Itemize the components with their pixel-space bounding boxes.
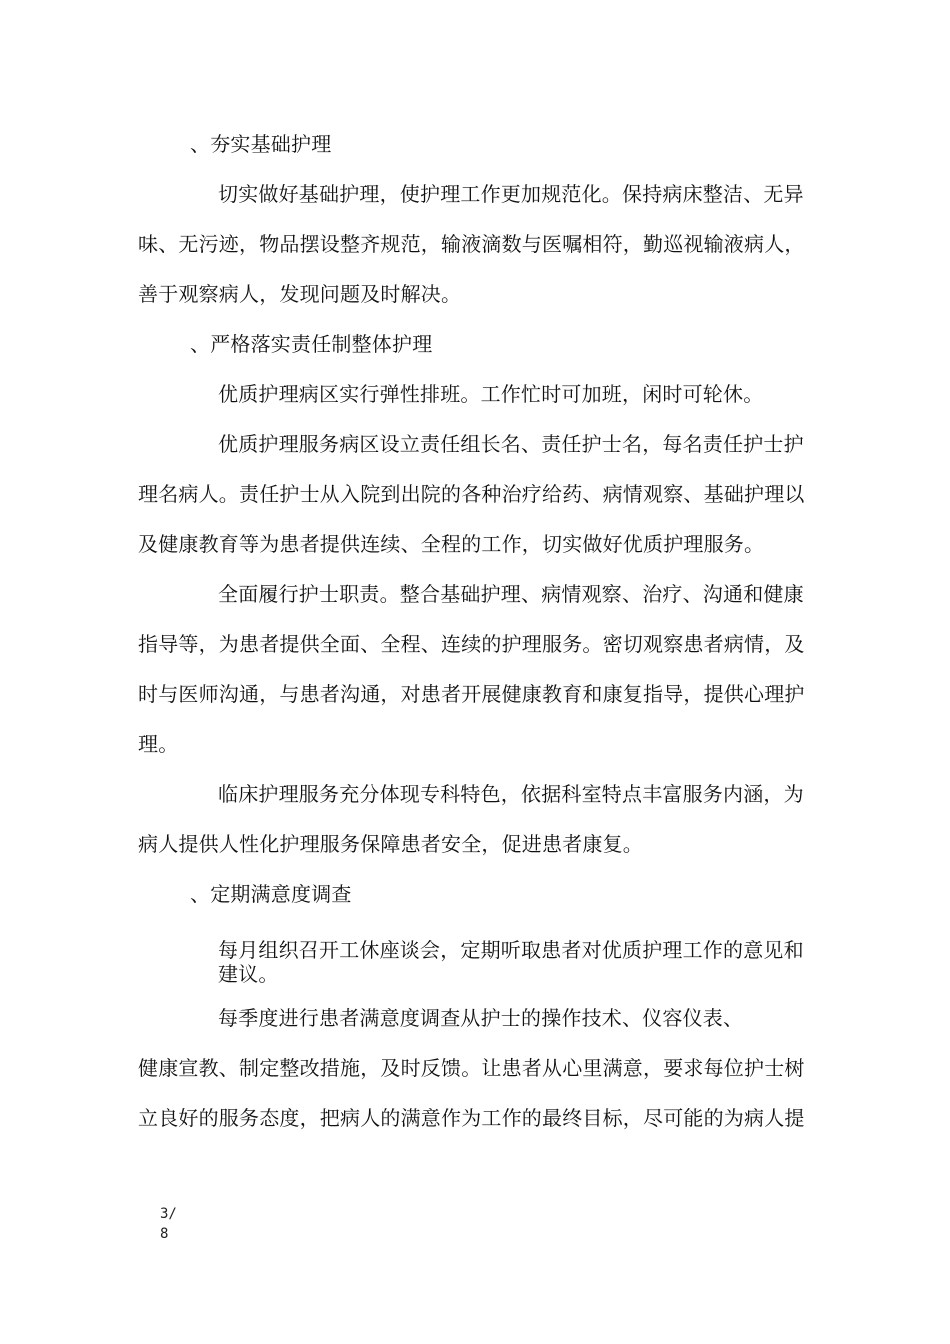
paragraph-line: 临床护理服务充分体现专科特色，依据科室特点丰富服务内涵，为 [218,782,804,806]
paragraph-line: 立良好的服务态度，把病人的满意作为工作的最终目标，尽可能的为病人提 [138,1106,805,1130]
paragraph-line: 病人提供人性化护理服务保障患者安全，促进患者康复。 [138,832,643,856]
paragraph-line: 味、无污迹，物品摆设整齐规范，输液滴数与医嘱相符，勤巡视输液病人， [138,232,805,256]
paragraph-line: 善于观察病人，发现问题及时解决。 [138,282,462,306]
paragraph-line: 每月组织召开工休座谈会，定期听取患者对优质护理工作的意见和 [218,938,804,962]
paragraph-line: 指导等，为患者提供全面、全程、连续的护理服务。密切观察患者病情，及 [138,632,805,656]
paragraph-line: 理名病人。责任护士从入院到出院的各种治疗给药、病情观察、基础护理以 [138,482,805,506]
page-number-top: 3/ [160,1206,177,1222]
section-heading-2: 、严格落实责任制整体护理 [190,332,433,356]
paragraph-line: 健康宣教、制定整改措施，及时反馈。让患者从心里满意，要求每位护士树 [138,1056,805,1080]
paragraph-line: 每季度进行患者满意度调查从护士的操作技术、仪容仪表、 [218,1006,744,1030]
paragraph-line: 切实做好基础护理，使护理工作更加规范化。保持病床整洁、无异 [218,182,804,206]
section-heading-1: 、夯实基础护理 [190,132,332,156]
paragraph-line: 优质护理服务病区设立责任组长名、责任护士名，每名责任护士护 [218,432,804,456]
paragraph-line: 及健康教育等为患者提供连续、全程的工作，切实做好优质护理服务。 [138,532,765,556]
paragraph-line: 时与医师沟通，与患者沟通，对患者开展健康教育和康复指导，提供心理护 [138,682,805,706]
paragraph-line: 理。 [138,732,179,756]
paragraph-line: 全面履行护士职责。整合基础护理、病情观察、治疗、沟通和健康 [218,582,804,606]
section-heading-3: 、定期满意度调查 [190,882,352,906]
page-number-bottom: 8 [160,1226,169,1242]
paragraph-line: 优质护理病区实行弹性排班。工作忙时可加班，闲时可轮休。 [218,382,764,406]
paragraph-line: 建议。 [218,962,279,986]
